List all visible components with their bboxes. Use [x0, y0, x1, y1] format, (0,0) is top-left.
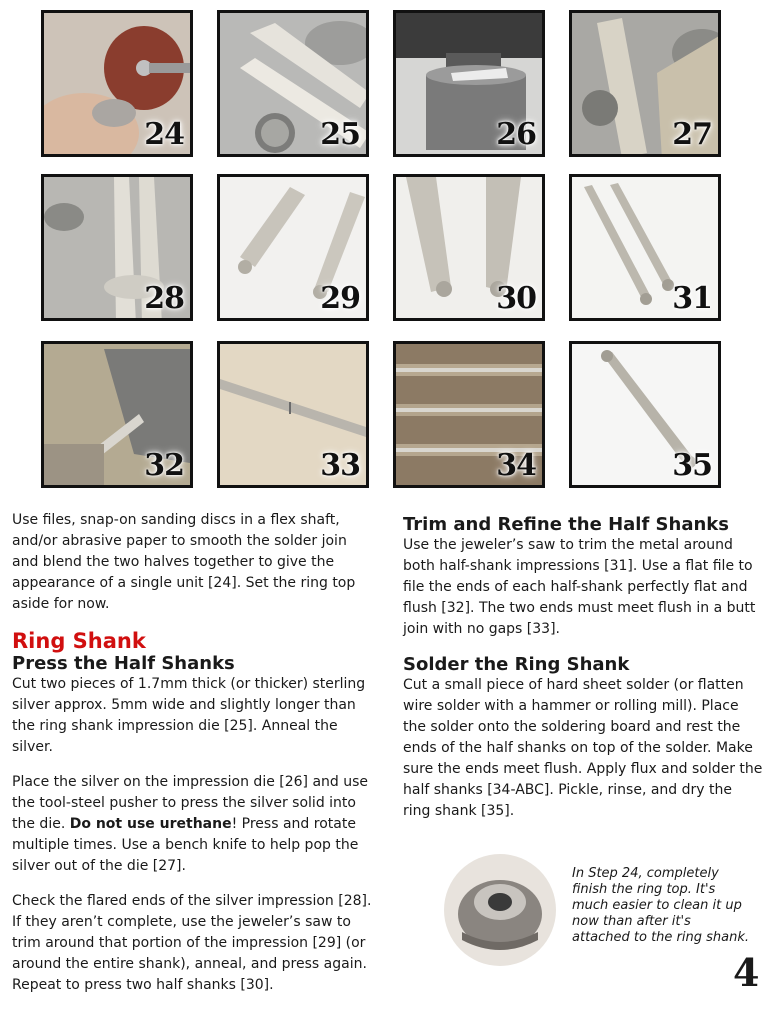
- warning-text: Do not use urethane: [69, 816, 232, 832]
- paragraph: [12, 772, 377, 877]
- photo-number: 30: [496, 281, 536, 316]
- photo-grid: [41, 10, 721, 485]
- photo-27: [569, 10, 721, 157]
- photo-31: [569, 174, 721, 321]
- photo-number: 25: [320, 117, 360, 152]
- intro-paragraph: Use files, snap-on sanding discs in a flex shaft, and/or abrasive paper to smooth the solder join and blend the two halves together to give the appearance of a single unit [24]. Set the ring top aside for now.: [12, 512, 356, 612]
- photo-number: 35: [672, 448, 712, 483]
- page-number: 4: [733, 950, 760, 995]
- photo-29: [217, 174, 369, 321]
- ring-top-photo: [442, 852, 558, 968]
- subsection-heading: Solder the Ring Shank: [403, 654, 630, 675]
- photo-number: 32: [144, 448, 184, 483]
- paragraph: Check the flared ends of the silver impression [28]. If they aren’t complete, use the jeweler’s saw to trim around that portion of the impression [29] (or around the entire shank), anneal, and press again. Repeat to press two half shanks [30].: [12, 893, 372, 993]
- section-heading: Ring Shank: [12, 629, 146, 653]
- photo-35: [569, 341, 721, 488]
- paragraph-text: ! Press and rotate multiple times. Use a bench knife to help pop the silver out of the die [27].: [12, 816, 359, 874]
- photo-28: [41, 174, 193, 321]
- paragraph: Cut a small piece of hard sheet solder (or flatten wire solder with a hammer or rolling mill). Place the solder onto the soldering board and rest the ends of the half shanks on top of the solder. Make sure the ends meet flush. Apply flux and solder the half shanks [34-ABC]. Pickle, rinse, and dry the ring shank [35].: [403, 677, 763, 819]
- photo-32: [41, 341, 193, 488]
- photo-30: [393, 174, 545, 321]
- photo-number: 26: [496, 117, 536, 152]
- paragraph: Cut two pieces of 1.7mm thick (or thicker) sterling silver approx. 5mm wide and slightly longer than the ring shank impression die [25]. Anneal the silver.: [12, 676, 366, 755]
- paragraph: Use the jeweler’s saw to trim the metal around both half-shank impressions [31]. Use a flat file to file the ends of each half-shank perfectly flat and flush [32]. The two ends must meet flush in a butt join with no gaps [33].: [403, 537, 756, 637]
- subsection-heading: Trim and Refine the Half Shanks: [403, 514, 729, 535]
- photo-number: 27: [672, 117, 712, 152]
- subsection-heading: Press the Half Shanks: [12, 653, 235, 674]
- photo-number: 28: [144, 281, 184, 316]
- photo-number: 33: [320, 448, 360, 483]
- photo-number: 31: [672, 281, 712, 316]
- left-column: [12, 510, 377, 1010]
- photo-25: [217, 10, 369, 157]
- photo-24: [41, 10, 193, 157]
- photo-26: [393, 10, 545, 157]
- photo-number: 34: [496, 448, 536, 483]
- photo-33: [217, 341, 369, 488]
- photo-34: [393, 341, 545, 488]
- paragraph-text: Place the silver on the impression die [26] and use the tool-steel pusher to press the silver solid into the die.: [12, 774, 369, 832]
- sidebar-note: In Step 24, completely finish the ring top. It's much easier to clean it up now than after it's attached to the ring shank.: [572, 866, 750, 945]
- photo-number: 24: [144, 117, 184, 152]
- photo-number: 29: [320, 281, 360, 316]
- right-column: [403, 514, 763, 836]
